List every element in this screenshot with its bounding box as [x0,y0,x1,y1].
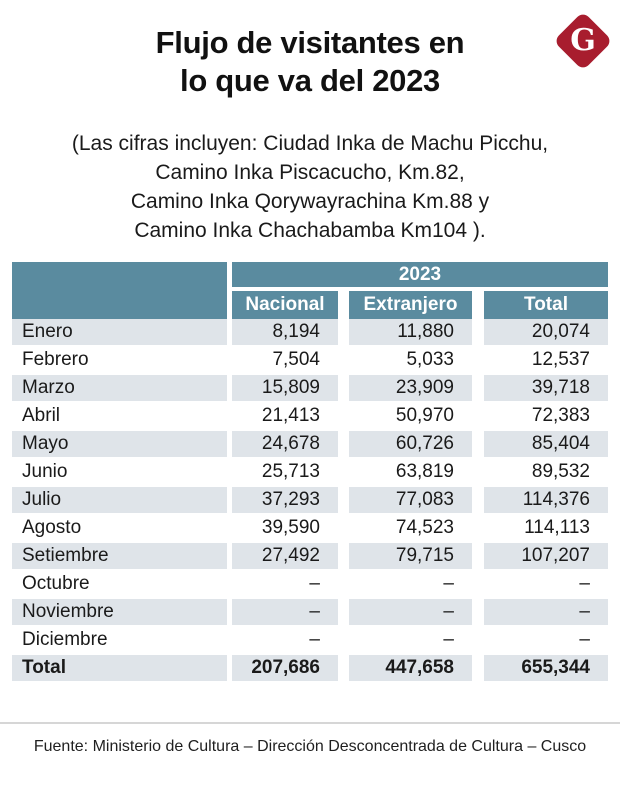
extranjero-value: 60,726 [338,431,472,457]
month-label: Noviembre [12,599,227,625]
total-value: 85,404 [472,431,608,457]
title-line-1: Flujo de visitantes en [155,25,465,60]
table-row-abril [12,403,608,429]
column-header-extranjero: Extranjero [338,291,472,319]
table-row-setiembre [12,543,608,569]
nacional-value: 27,492 [227,543,338,569]
extranjero-value: 74,523 [338,515,472,541]
subtitle-line-3: Camino Inka Qorywayrachina Km.88 y [130,190,490,213]
total-value: 39,718 [472,375,608,401]
month-label: Mayo [12,431,227,457]
table-row-junio [12,459,608,485]
nacional-value: 21,413 [227,403,338,429]
extranjero-value: 5,033 [338,347,472,373]
extranjero-value: – [338,627,472,653]
table-row-agosto [12,515,608,541]
extranjero-value: – [338,599,472,625]
month-label: Junio [22,461,68,482]
extranjero-value: 11,880 [338,319,472,345]
month-label: Octubre [22,573,90,594]
month-label: Marzo [12,375,227,401]
table-corner-cell [12,262,227,319]
month-label: Julio [12,487,227,513]
year-header-cell: 2023 [227,262,608,291]
nacional-value: – [227,571,338,597]
table-row-enero [12,319,608,345]
extranjero-value: 79,715 [338,543,472,569]
nacional-value: 15,809 [227,375,338,401]
month-label: Febrero [22,349,89,370]
month-label: Agosto [22,517,82,538]
table-row-julio [12,487,608,513]
extranjero-value: 63,819 [338,459,472,485]
column-header-nacional: Nacional [227,291,338,319]
total-value: – [472,599,608,625]
nacional-value: 25,713 [227,459,338,485]
gestion-logo-letter: G [570,23,596,58]
total-value: 114,376 [472,487,608,513]
nacional-value: 37,293 [227,487,338,513]
table-row-marzo [12,375,608,401]
source-text: Fuente: Ministerio de Cultura – Dirección Desconcentrada de Cultura – Cusco [33,738,587,755]
total-value: 89,532 [472,459,608,485]
extranjero-value: 23,909 [338,375,472,401]
extranjero-value: 50,970 [338,403,472,429]
table-row-diciembre [12,627,608,653]
total-label: Total [12,655,227,681]
extranjero-value: – [338,571,472,597]
month-label: Abril [22,405,61,426]
visitors-table [12,262,608,683]
month-label: Setiembre [12,543,227,569]
title-line-2: lo que va del 2023 [180,63,440,98]
total-value: 72,383 [472,403,608,429]
nacional-value: – [227,599,338,625]
table-row-octubre [12,571,608,597]
total-total-value: 655,344 [472,655,608,681]
month-label: Enero [12,319,227,345]
nacional-value: 7,504 [227,347,338,373]
month-label: Diciembre [22,629,108,650]
total-value: 20,074 [472,319,608,345]
extranjero-total-value: 447,658 [338,655,472,681]
total-value: 12,537 [472,347,608,373]
table-header [12,262,608,319]
table-row-noviembre [12,599,608,625]
subtitle-line-4: Camino Inka Chachabamba Km104 ). [134,219,486,242]
footer-divider [0,722,620,724]
subtitle-line-1: (Las cifras incluyen: Ciudad Inka de Machu Picchu, [71,132,549,155]
subtitle-line-2: Camino Inka Piscacucho, Km.82, [155,161,465,184]
extranjero-value: 77,083 [338,487,472,513]
total-value: – [472,571,608,597]
total-value: 114,113 [472,515,608,541]
table-row-mayo [12,431,608,457]
nacional-value: 8,194 [227,319,338,345]
nacional-value: 24,678 [227,431,338,457]
nacional-value: 39,590 [227,515,338,541]
total-value: – [472,627,608,653]
table-row-febrero [12,347,608,373]
total-value: 107,207 [472,543,608,569]
page-title [0,24,620,100]
subtitle-note [0,129,620,245]
table-row-total [12,655,608,681]
nacional-total-value: 207,686 [227,655,338,681]
column-header-total: Total [472,291,608,319]
nacional-value: – [227,627,338,653]
